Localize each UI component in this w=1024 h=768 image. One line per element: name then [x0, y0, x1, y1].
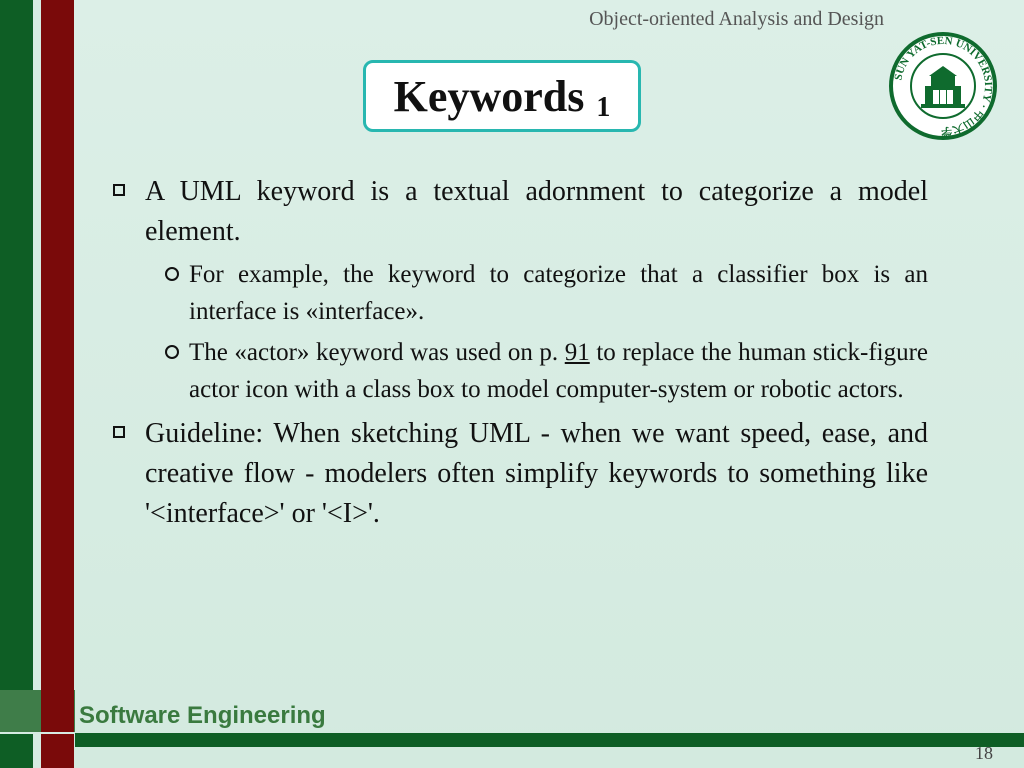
university-logo-icon	[889, 32, 997, 140]
bullet-item	[113, 414, 928, 534]
left-green-bar	[0, 0, 33, 768]
bullet-text: A UML keyword is a textual adornment to categorize a model element.	[145, 176, 928, 247]
footer-label: Software Engineering	[79, 702, 326, 729]
footer-tail-green	[0, 734, 33, 768]
sub-bullet-text: For example, the keyword to categorize that a classifier box is an interface is «interface».	[189, 261, 928, 325]
page-reference-link[interactable]: 91	[564, 339, 590, 366]
sub-bullet-text-post: to replace the human stick-figure actor icon with a class box to model computer-system or robotic actors.	[189, 339, 929, 403]
slide-title-subscript: 1	[596, 92, 611, 123]
left-red-bar	[41, 0, 74, 768]
slide-content	[113, 172, 928, 534]
bullet-text: Guideline: When sketching UML - when we want speed, ease, and creative flow - modelers often simplify keywords to something like '<interface>' or '<I>'.	[145, 418, 928, 529]
circle-bullet-icon	[165, 267, 179, 281]
sub-bullet-item	[113, 256, 928, 330]
bullet-item	[113, 172, 928, 252]
footer-green-strip	[75, 733, 1024, 747]
course-title: Object-oriented Analysis and Design	[589, 8, 884, 30]
circle-bullet-icon	[165, 345, 179, 359]
slide-title: Keywords	[393, 71, 585, 121]
square-bullet-icon	[113, 426, 125, 438]
footer-tail-red	[41, 734, 74, 768]
slide-title-box	[363, 60, 641, 132]
page-number: 18	[975, 743, 993, 763]
footer-red-block	[41, 690, 74, 732]
sub-bullet-item	[113, 334, 928, 408]
square-bullet-icon	[113, 184, 125, 196]
svg-text:SUN YAT-SEN UNIVERSITY · 中山大学: SUN YAT-SEN UNIVERSITY · 中山大学	[892, 34, 995, 138]
sub-bullet-text-pre: The «actor» keyword was used on p.	[189, 339, 559, 366]
left-bar-gap	[33, 0, 41, 768]
